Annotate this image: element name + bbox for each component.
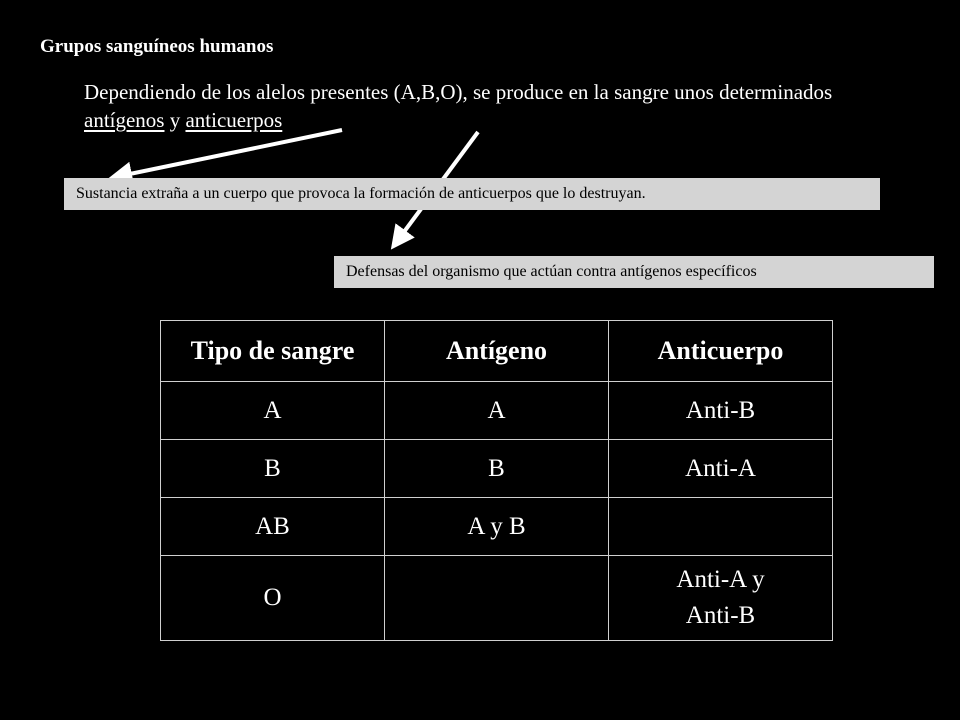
table-row [161,498,833,556]
cell-tipo: O [161,556,385,641]
blood-groups-table [160,320,833,641]
cell-antigeno [385,556,609,641]
cell-tipo: B [161,440,385,498]
anticuerpos-term: anticuerpos [185,108,283,132]
cell-tipo: AB [161,498,385,556]
cell-antigeno: B [385,440,609,498]
anticuerpo-definition: Defensas del organismo que actúan contra antígenos específicos [334,256,934,288]
table-row [161,556,833,641]
cell-anticuerpo: Anti-A [609,440,833,498]
intro-text: Dependiendo de los alelos presentes (A,B,O), se produce en la sangre unos determinados [84,80,833,104]
header-anticuerpo: Anticuerpo [609,321,833,382]
cell-tipo: A [161,382,385,440]
slide-title: Grupos sanguíneos humanos [40,36,274,57]
cell-anticuerpo [609,556,833,641]
arrow-antigenos [120,130,342,176]
header-tipo: Tipo de sangre [161,321,385,382]
anticuerpo-line-2: Anti-B [685,602,756,629]
antigeno-definition: Sustancia extraña a un cuerpo que provoca la formación de anticuerpos que lo destruyan. [64,178,880,210]
cell-antigeno: A [385,382,609,440]
antigenos-term: antígenos [84,108,165,132]
anticuerpo-line-1: Anti-A y [676,566,765,593]
cell-anticuerpo [609,498,833,556]
table-row [161,382,833,440]
intro-connector: y [164,108,186,132]
cell-anticuerpo: Anti-B [609,382,833,440]
table-header-row [161,321,833,382]
cell-antigeno: A y B [385,498,609,556]
header-antigeno: Antígeno [385,321,609,382]
table-row [161,440,833,498]
